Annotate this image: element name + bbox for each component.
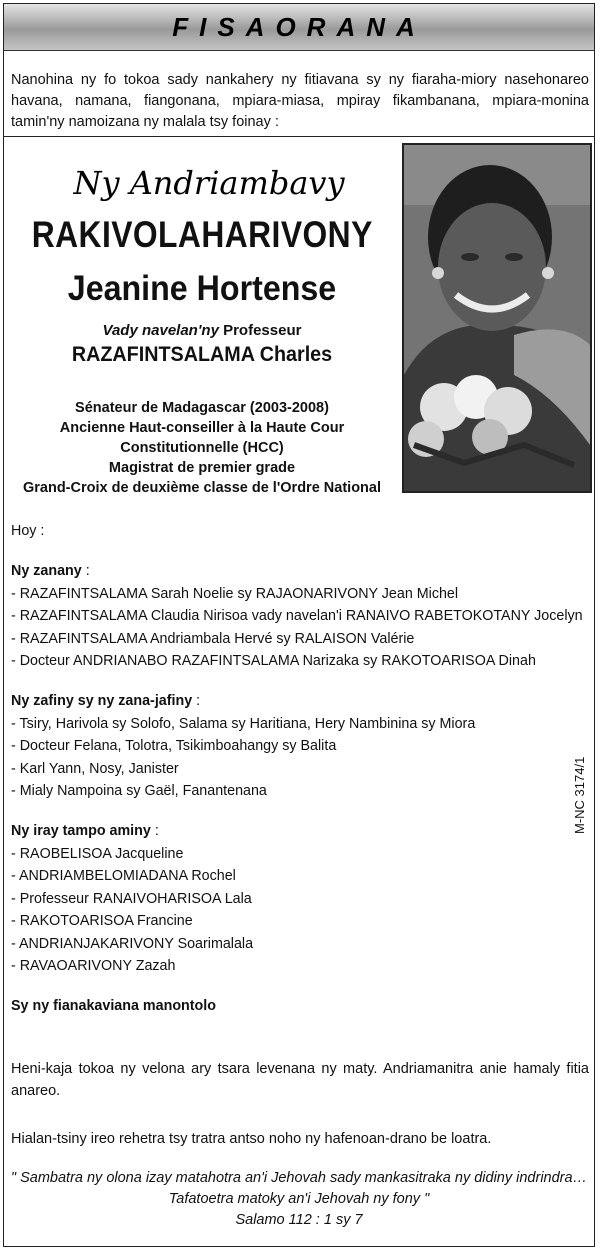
quote-line: Tafatoetra matoky an'i Jehovah ny fony ": [168, 1191, 430, 1207]
scripture-quote: [4, 1168, 594, 1231]
list-item: - Tsiry, Harivola sy Solofo, Salama sy Haritiana, Hery Nambinina sy Miora: [11, 715, 476, 732]
portrait-photo: [402, 143, 592, 493]
reference-code: M-NC 3174/1: [572, 756, 587, 834]
list-item: - RAOBELISOA Jacqueline: [11, 845, 184, 862]
list-item: - RAZAFINTSALAMA Sarah Noelie sy RAJAONARIVONY Jean Michel: [11, 585, 459, 602]
notice-frame: [3, 3, 595, 1247]
title-line: Sénateur de Madagascar (2003-2008): [75, 400, 329, 416]
quote-line: " Sambatra ny olona izay matahotra an'i Jehovah sady mankasitraka ny didiny indrindra…: [10, 1170, 588, 1186]
list-item: - Karl Yann, Nosy, Janister: [11, 760, 179, 777]
section-heading: Ny iray tampo aminy :: [11, 823, 159, 840]
list-item: - RAZAFINTSALAMA Claudia Nirisoa vady navelan'i RANAIVO RABETOKOTANY Jocelyn: [11, 608, 583, 625]
honorific-script: Ny Andriambavy: [73, 164, 345, 202]
titles-block: [4, 398, 400, 498]
deceased-given-names: Jeanine Hortense: [67, 269, 337, 308]
intro-paragraph: Nanohina ny fo tokoa sady nankahery ny fitiavana sy ny fiaraha-miory nasehonareo havana, namana, fiangonana, mpiara-miasa, mpiray fikambanana, mpiara-monina tamin'ny namoizana ny malala tsy foinay :: [11, 72, 589, 130]
section-heading: Ny zanany :: [11, 563, 90, 580]
notice-title: FISAORANA: [172, 12, 426, 42]
portrait-illustration: [404, 145, 590, 491]
title-line: Magistrat de premier grade: [108, 460, 296, 476]
title-line: Constitutionnelle (HCC): [120, 440, 284, 456]
list-item: - ANDRIAMBELOMIADANA Rochel: [11, 868, 236, 885]
list-item: - RAKOTOARISOA Francine: [11, 913, 193, 930]
closing-paragraph: Heni-kaja tokoa ny velona ary tsara levenana ny maty. Andriamanitra anie hamaly fitia anareo.: [11, 1061, 589, 1099]
title-banner: [4, 4, 594, 51]
spouse-prefix: Vady navelan'ny: [102, 322, 219, 339]
list-item: - ANDRIANJAKARIVONY Soarimalala: [11, 935, 254, 952]
list-item: - RAZAFINTSALAMA Andriambala Hervé sy RALAISON Valérie: [11, 630, 415, 647]
deceased-surname: RAKIVOLAHARIVONY: [31, 214, 373, 255]
list-item: - RAVAOARIVONY Zazah: [11, 957, 176, 974]
apology-paragraph: Hialan-tsiny ireo rehetra tsy tratra antso noho ny hafenoan-drano be loatra.: [11, 1131, 492, 1147]
spouse-title: Professeur: [223, 322, 302, 339]
spouse-caption: [4, 322, 400, 339]
quote-citation: Salamo 112 : 1 sy 7: [235, 1212, 363, 1228]
section-heading: Ny zafiny sy ny zana-jafiny :: [11, 693, 201, 710]
hoy-label: Hoy :: [11, 523, 45, 539]
list-item: - Mialy Nampoina sy Gaël, Fanantenana: [11, 783, 267, 800]
list-item: - Docteur ANDRIANABO RAZAFINTSALAMA Narizaka sy RAKOTOARISOA Dinah: [11, 653, 536, 670]
title-line: Grand-Croix de deuxième classe de l'Ordre National: [22, 480, 381, 496]
divider-line: [4, 136, 594, 137]
family-line: Sy ny fianakaviana manontolo: [11, 998, 216, 1015]
list-item: - Docteur Felana, Tolotra, Tsikimboahangy sy Balita: [11, 738, 337, 755]
spouse-name: RAZAFINTSALAMA Charles: [71, 343, 333, 366]
list-item: - Professeur RANAIVOHARISOA Lala: [11, 890, 252, 907]
title-line: Ancienne Haut-conseiller à la Haute Cour: [59, 420, 345, 436]
